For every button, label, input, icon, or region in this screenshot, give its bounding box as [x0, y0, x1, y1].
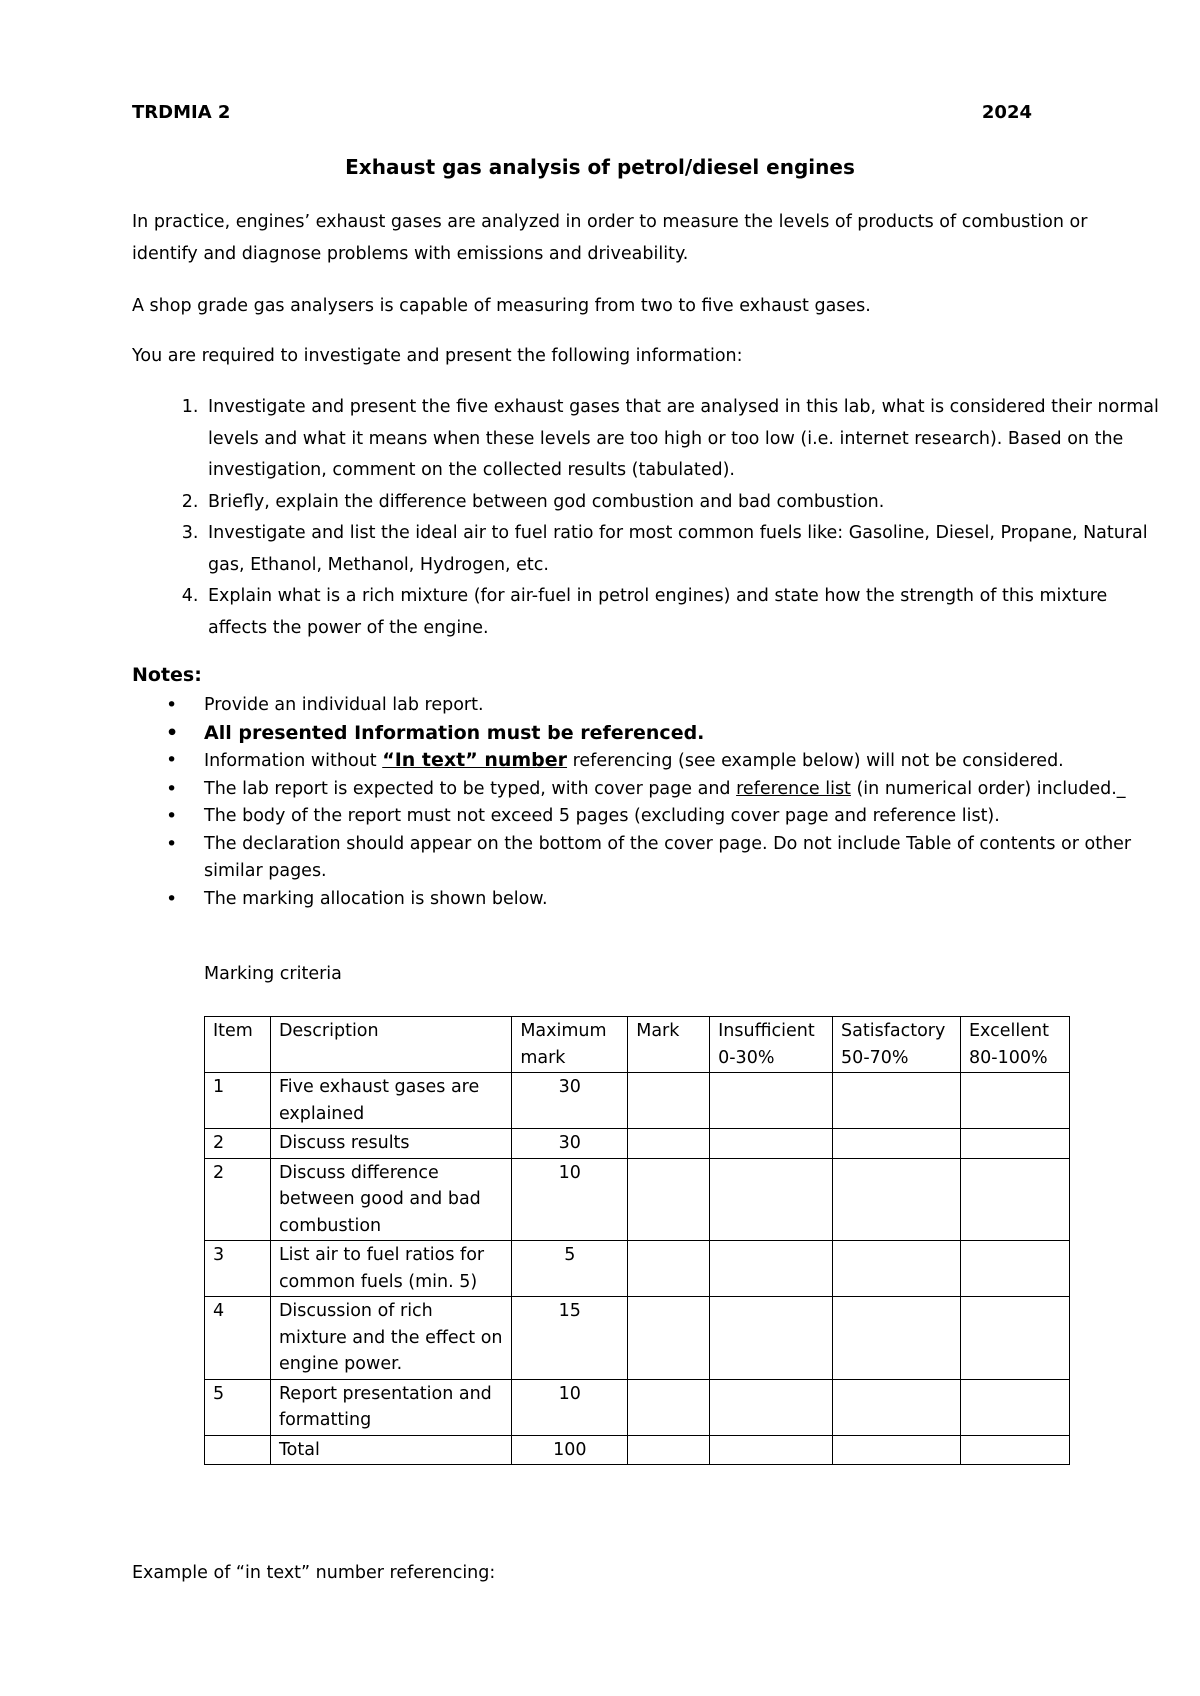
max-mark-cell: 30 [512, 1129, 628, 1159]
satisfactory-cell[interactable] [833, 1129, 961, 1159]
notes-list [132, 692, 1172, 913]
task-item: 4. Explain what is a rich mixture (for air-fuel in petrol engines) and state how the strength of this mixture affects the power of the engine. [204, 581, 1164, 644]
excellent-cell[interactable] [961, 1241, 1070, 1297]
note-item: • Provide an individual lab report. [204, 692, 1172, 720]
header-cell: Maximum mark [512, 1017, 628, 1073]
page-header [132, 102, 1032, 123]
excellent-cell[interactable] [961, 1379, 1070, 1435]
header-cell: Item [205, 1017, 271, 1073]
insufficient-cell[interactable] [710, 1297, 833, 1380]
table-row [205, 1241, 1070, 1297]
note-item: • All presented Information must be referenced. [204, 720, 1172, 748]
item-cell: 2 [205, 1158, 271, 1241]
insufficient-cell[interactable] [710, 1241, 833, 1297]
year: 2024 [981, 102, 1032, 123]
insufficient-cell[interactable] [710, 1129, 833, 1159]
item-cell: 1 [205, 1073, 271, 1129]
total-row [205, 1435, 1070, 1465]
excellent-cell[interactable] [961, 1073, 1070, 1129]
mark-cell[interactable] [628, 1158, 710, 1241]
page-title: Exhaust gas analysis of petrol/diesel engines [345, 155, 855, 179]
note-item: • The marking allocation is shown below. [204, 886, 1172, 914]
max-mark-cell: 30 [512, 1073, 628, 1129]
insufficient-cell[interactable] [710, 1158, 833, 1241]
marking-table [204, 1016, 1070, 1465]
insufficient-cell[interactable] [710, 1379, 833, 1435]
insufficient-cell[interactable] [710, 1073, 833, 1129]
table-row [205, 1129, 1070, 1159]
satisfactory-cell[interactable] [833, 1158, 961, 1241]
course-code: TRDMIA 2 [132, 102, 231, 123]
note-item [204, 747, 1172, 776]
task-list [132, 392, 1164, 644]
task-item: 1. Investigate and present the five exhaust gases that are analysed in this lab, what is considered their normal levels and what it means when these levels are too high or too low (i.e. internet research). Based on the investigation, comment on the collected results (tabulated). [204, 392, 1164, 487]
instruction-paragraph: You are required to investigate and present the following information: [132, 346, 743, 366]
table-row [205, 1073, 1070, 1129]
table-row [205, 1158, 1070, 1241]
header-cell: Excellent 80-100% [961, 1017, 1070, 1073]
satisfactory-cell[interactable] [833, 1435, 961, 1465]
excellent-cell[interactable] [961, 1158, 1070, 1241]
satisfactory-cell[interactable] [833, 1297, 961, 1380]
table-row [205, 1379, 1070, 1435]
header-cell: Insufficient 0-30% [710, 1017, 833, 1073]
header-cell: Description [270, 1017, 511, 1073]
notes-heading: Notes: [132, 664, 202, 686]
marking-criteria-label: Marking criteria [204, 964, 342, 984]
satisfactory-cell[interactable] [833, 1241, 961, 1297]
item-cell [205, 1435, 271, 1465]
note-item: • The body of the report must not exceed 5 pages (excluding cover page and reference list). [204, 803, 1172, 831]
satisfactory-cell[interactable] [833, 1073, 961, 1129]
analyser-paragraph: A shop grade gas analysers is capable of measuring from two to five exhaust gases. [132, 296, 871, 316]
mark-cell[interactable] [628, 1073, 710, 1129]
item-cell: 3 [205, 1241, 271, 1297]
description-cell: Discussion of rich mixture and the effect on engine power. [270, 1297, 511, 1380]
table-row [205, 1297, 1070, 1380]
mark-cell[interactable] [628, 1129, 710, 1159]
item-cell: 4 [205, 1297, 271, 1380]
table-header-row [205, 1017, 1070, 1073]
note-text: referencing (see example below) will not be considered. [567, 751, 1064, 771]
header-cell: Mark [628, 1017, 710, 1073]
item-cell: 2 [205, 1129, 271, 1159]
note-item: • The declaration should appear on the bottom of the cover page. Do not include Table of contents or other similar pages. [204, 831, 1172, 886]
description-cell: Total [270, 1435, 511, 1465]
description-cell: Discuss difference between good and bad combustion [270, 1158, 511, 1241]
item-cell: 5 [205, 1379, 271, 1435]
note-text: Information without [204, 751, 383, 771]
task-item: 3. Investigate and list the ideal air to fuel ratio for most common fuels like: Gasoline, Diesel, Propane, Natural gas, Ethanol, Methanol, Hydrogen, etc. [204, 518, 1164, 581]
max-mark-cell: 15 [512, 1297, 628, 1380]
mark-cell[interactable] [628, 1241, 710, 1297]
task-item: 2. Briefly, explain the difference between god combustion and bad combustion. [204, 487, 1164, 519]
note-item [204, 776, 1172, 804]
insufficient-cell[interactable] [710, 1435, 833, 1465]
note-text: (in numerical order) included._ [850, 778, 1126, 799]
excellent-cell[interactable] [961, 1435, 1070, 1465]
excellent-cell[interactable] [961, 1129, 1070, 1159]
example-heading: Example of “in text” number referencing: [132, 1563, 496, 1583]
note-emphasis: “In text” number [382, 749, 568, 771]
note-text: The lab report is expected to be typed, with cover page and [204, 778, 737, 799]
description-cell: Five exhaust gases are explained [270, 1073, 511, 1129]
mark-cell[interactable] [628, 1379, 710, 1435]
mark-cell[interactable] [628, 1297, 710, 1380]
header-cell: Satisfactory 50-70% [833, 1017, 961, 1073]
reference-list-text: reference list [736, 778, 851, 799]
max-mark-cell: 10 [512, 1158, 628, 1241]
max-mark-cell: 10 [512, 1379, 628, 1435]
description-cell: List air to fuel ratios for common fuels (min. 5) [270, 1241, 511, 1297]
max-mark-cell: 100 [512, 1435, 628, 1465]
excellent-cell[interactable] [961, 1297, 1070, 1380]
intro-paragraph: In practice, engines’ exhaust gases are analyzed in order to measure the levels of products of combustion or identify and diagnose problems with emissions and driveability. [132, 212, 1088, 264]
max-mark-cell: 5 [512, 1241, 628, 1297]
description-cell: Discuss results [270, 1129, 511, 1159]
satisfactory-cell[interactable] [833, 1379, 961, 1435]
mark-cell[interactable] [628, 1435, 710, 1465]
description-cell: Report presentation and formatting [270, 1379, 511, 1435]
